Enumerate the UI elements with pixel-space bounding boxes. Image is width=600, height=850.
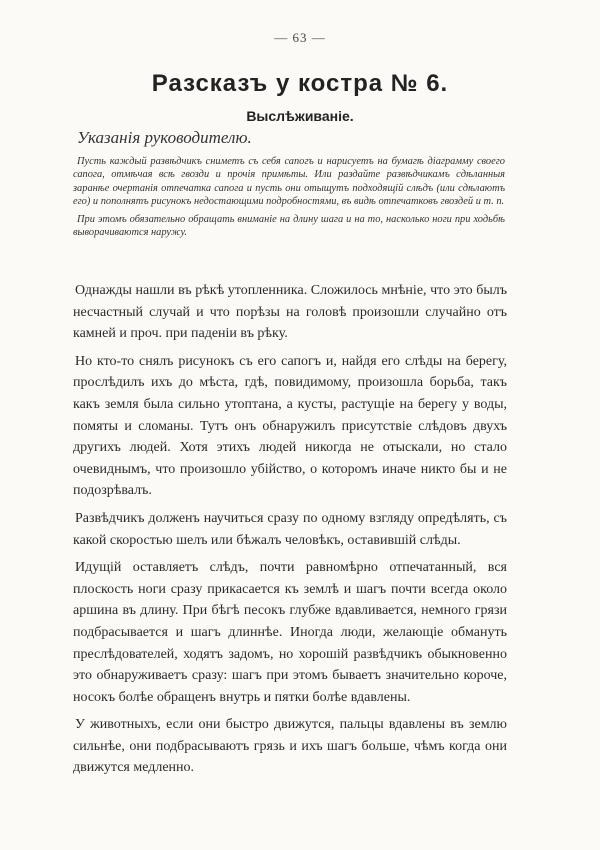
- body-paragraph: У животныхъ, если они быстро движутся, пальцы вдавлены въ землю сильнѣе, они подбрасываютъ грязь и ихъ шагъ больше, чѣмъ когда они движутся медленно.: [73, 717, 507, 776]
- body-paragraph: Однажды нашли въ рѣкѣ утопленника. Сложилось мнѣніе, что это былъ несчастный случай и что порѣзы на головѣ произошли случайно отъ камней и проч. при паденіи въ рѣку.: [73, 283, 507, 342]
- body-paragraph: Но кто-то снялъ рисунокъ съ его сапогъ и, найдя его слѣды на берегу, прослѣдилъ ихъ до мѣста, гдѣ, повидимому, произошла борьба, такъ какъ земля была сильно утоптана, а кусты, растущіе на берегу у воды, помяты и сломаны. Тутъ онъ обнаружилъ присутствіе слѣдовъ двухъ другихъ людей. Хотя этихъ людей никогда не отыскали, но стало очевиднымъ, что произошло убійство, о которомъ иначе никто бы и не подозрѣвалъ.: [73, 353, 507, 499]
- page-number: — 63 —: [274, 30, 326, 45]
- instructions-heading: Указанія руководителю.: [77, 128, 252, 147]
- chapter-title: Разсказъ у костра № 6.: [151, 70, 449, 97]
- body-paragraph: Идущій оставляетъ слѣдъ, почти равномѣрно отпечатанный, вся плоскость ноги сразу прикасается къ землѣ и шагъ почти всегда около аршина въ длину. При бѣгѣ песокъ глубже вдавливается, немного грязи подбрасывается и шагъ длиннѣе. Иногда люди, желающіе обмануть преслѣдователей, ходятъ задомъ, но хорошій развѣдчикъ обыкновенно это обнаруживаетъ сразу: шагъ при этомъ бываетъ значительно короче, носокъ болѣе обращенъ внутрь и пятки болѣе вдавлены.: [73, 560, 507, 705]
- instructions-block: [73, 155, 505, 239]
- instructions-paragraph: При этомъ обязательно обращать вниманіе на длину шага и на то, насколько ноги при ходьбѣ выворачиваются наружу.: [73, 213, 505, 239]
- chapter-subtitle: Выслѣживаніе.: [246, 108, 354, 124]
- instructions-paragraph: Пусть каждый развѣдчикъ сниметъ съ себя сапогъ и нарисуетъ на бумагѣ діаграмму своего сапога, отмѣчая всѣ гвозди и прочія примѣты. Или раздайте развѣдчикамъ сдѣланныя заранѣе очертанія отпечатка сапога и пусть они отыщутъ подходящій слѣдъ (или сдѣлаютъ его) и пополнятъ рисунокъ недостающими подробностями, въ видѣ отпечатковъ гвоздей и т. п.: [73, 156, 505, 208]
- body-paragraph: Развѣдчикъ долженъ научиться сразу по одному взгляду опредѣлять, съ какой скоростью шелъ или бѣжалъ человѣкъ, оставившій слѣды.: [73, 510, 507, 548]
- story-body: [73, 280, 507, 785]
